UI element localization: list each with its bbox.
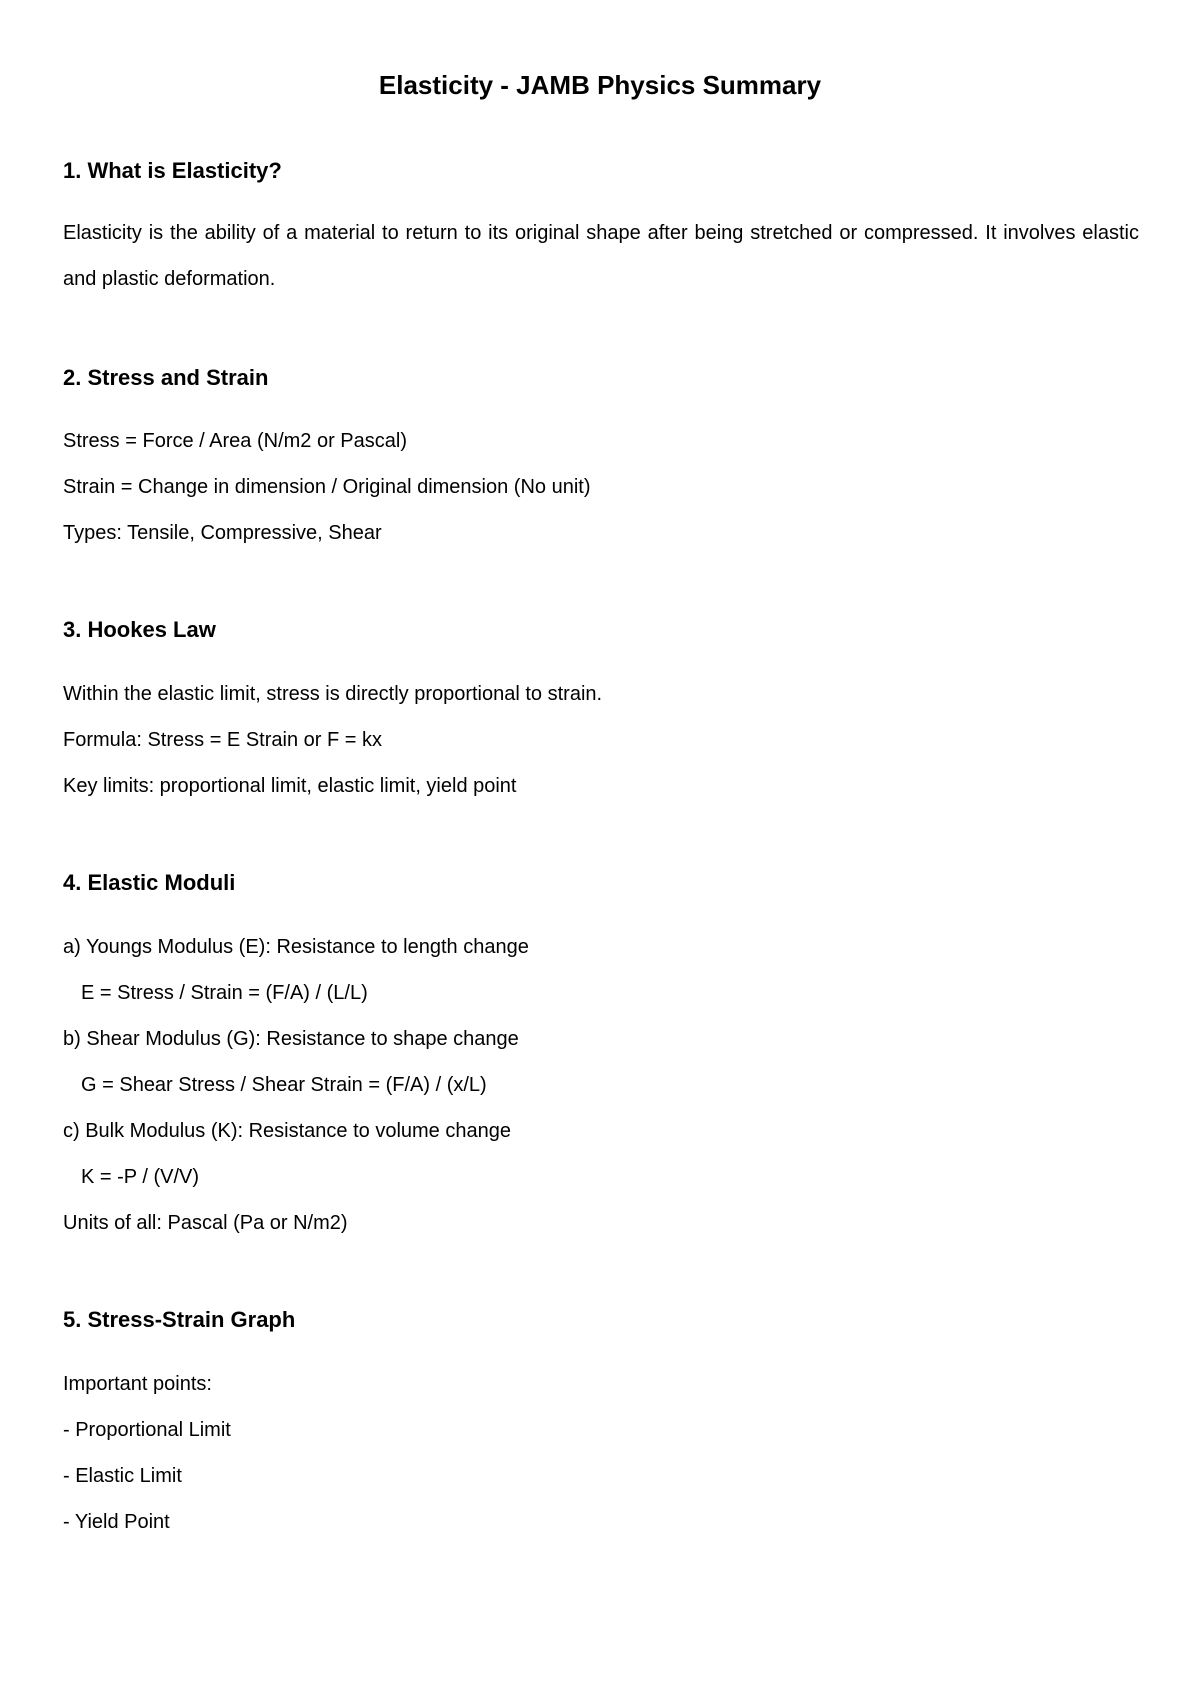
document-title: Elasticity - JAMB Physics Summary (378, 70, 822, 100)
section-heading-hookes-law: 3. Hookes Law (63, 617, 216, 642)
strain-formula-line: Strain = Change in dimension / Original dimension (No unit) (63, 476, 591, 498)
list-item-elastic-limit: - Elastic Limit (63, 1465, 182, 1487)
shear-modulus-formula: G = Shear Stress / Shear Strain = (F/A) / (x/L) (81, 1074, 487, 1096)
section-heading-stress-and-strain: 2. Stress and Strain (63, 365, 269, 390)
important-points-label: Important points: (63, 1373, 212, 1395)
section-heading-what-is-elasticity: 1. What is Elasticity? (63, 158, 282, 183)
hookes-law-formula: Formula: Stress = E Strain or F = kx (63, 729, 382, 751)
section-heading-stress-strain-graph: 5. Stress-Strain Graph (63, 1307, 296, 1332)
youngs-modulus-formula: E = Stress / Strain = (F/A) / (L/L) (81, 982, 368, 1004)
section-paragraph-elasticity-definition: Elasticity is the ability of a material to return to its original shape after being stretched or compressed. It involves elastic and plastic deformation. (63, 222, 1139, 290)
youngs-modulus-line: a) Youngs Modulus (E): Resistance to length change (63, 936, 529, 958)
list-item-proportional-limit: - Proportional Limit (63, 1419, 231, 1441)
moduli-units-line: Units of all: Pascal (Pa or N/m2) (63, 1212, 348, 1234)
hookes-law-key-limits: Key limits: proportional limit, elastic limit, yield point (63, 775, 517, 797)
hookes-law-statement: Within the elastic limit, stress is directly proportional to strain. (63, 683, 603, 705)
section-heading-elastic-moduli: 4. Elastic Moduli (63, 870, 236, 895)
shear-modulus-line: b) Shear Modulus (G): Resistance to shape change (63, 1028, 519, 1050)
bulk-modulus-line: c) Bulk Modulus (K): Resistance to volume change (63, 1120, 511, 1142)
stress-types-line: Types: Tensile, Compressive, Shear (63, 522, 382, 544)
stress-formula-line: Stress = Force / Area (N/m2 or Pascal) (63, 430, 407, 452)
list-item-yield-point: - Yield Point (63, 1511, 170, 1533)
bulk-modulus-formula: K = -P / (V/V) (81, 1166, 199, 1188)
